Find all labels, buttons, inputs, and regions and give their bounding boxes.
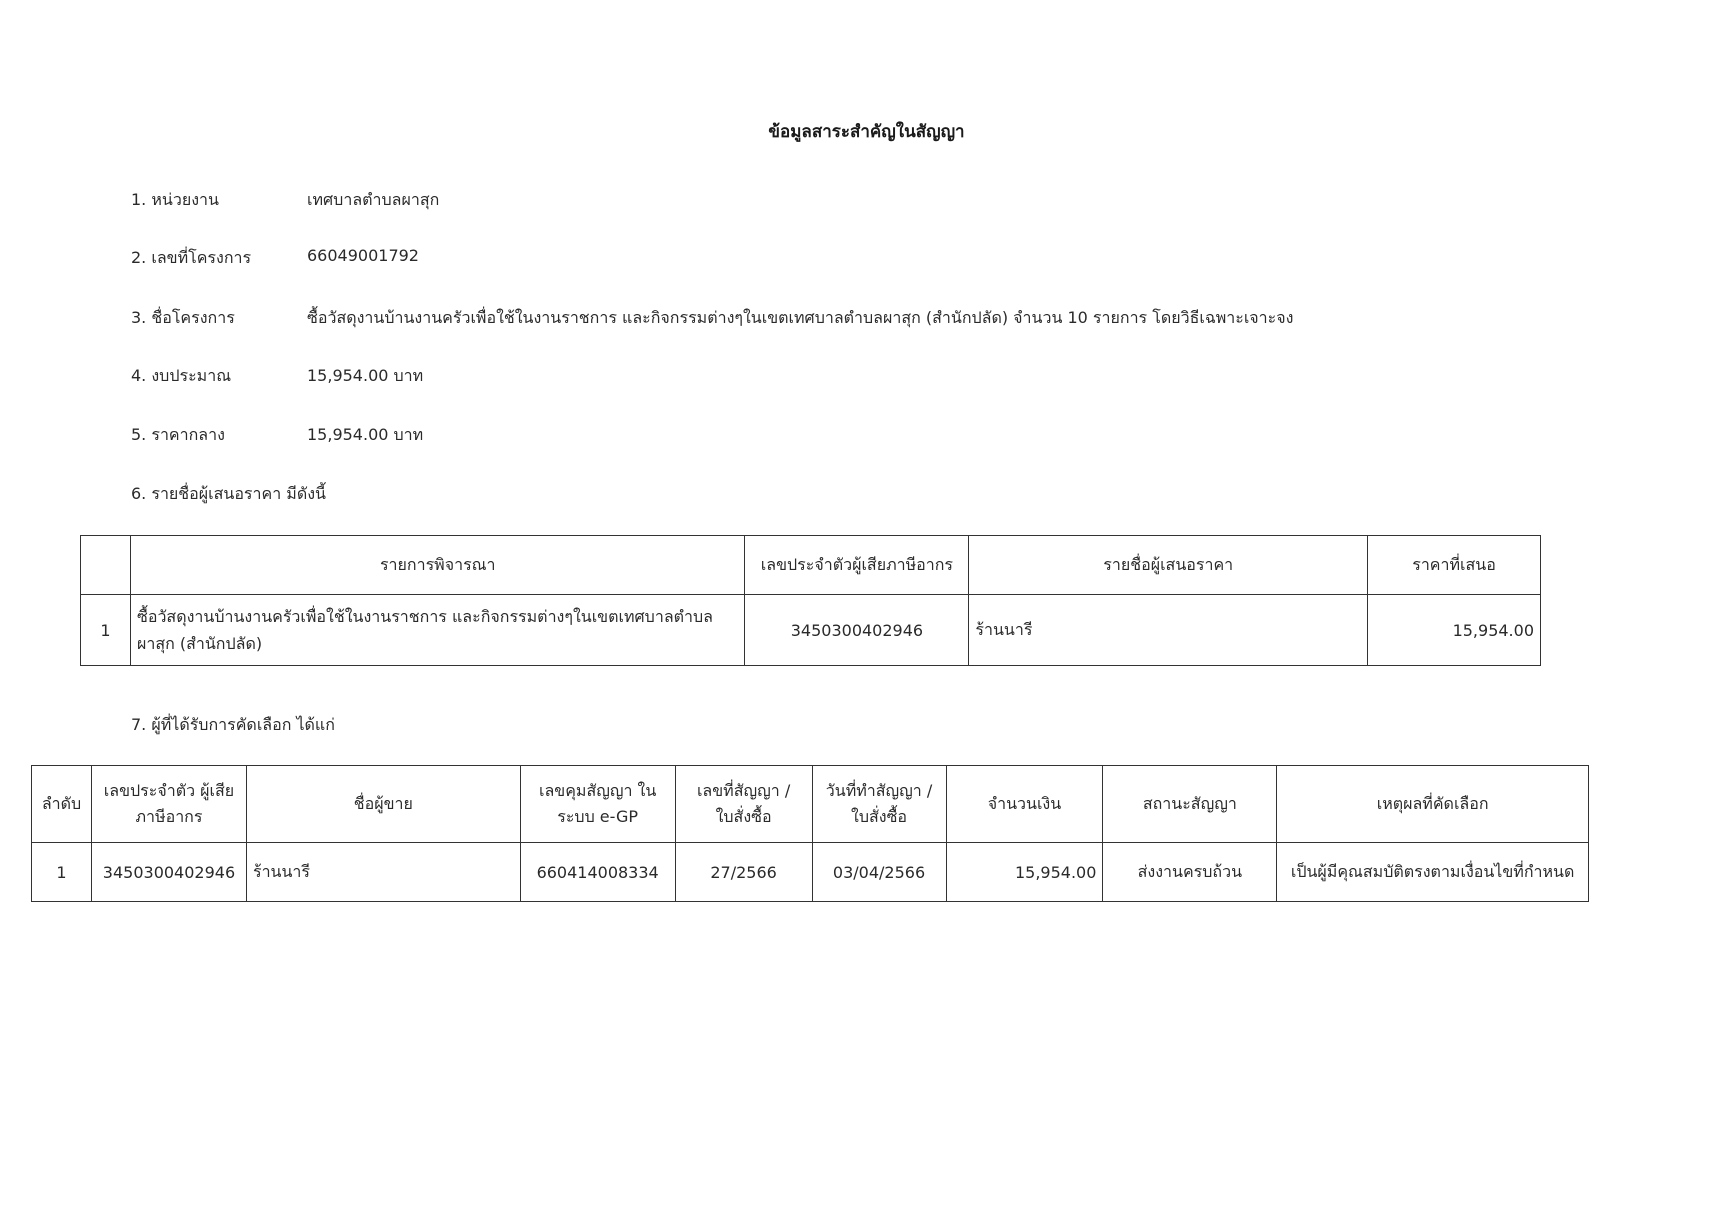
table-cell: ส่งงานครบถ้วน: [1103, 843, 1277, 902]
field-label: 3. ชื่อโครงการ: [131, 308, 235, 327]
table-cell: 3450300402946: [91, 843, 246, 902]
field-label: 5. ราคากลาง: [131, 425, 225, 444]
table-header: วันที่ทำสัญญา / ใบสั่งซื้อ: [812, 766, 946, 843]
bidders-heading: 6. รายชื่อผู้เสนอราคา มีดังนี้: [131, 484, 326, 503]
bidders-table: [80, 535, 1541, 666]
field-value: 66049001792: [307, 246, 419, 265]
table-cell: 1: [32, 843, 92, 902]
table-header: เลขประจำตัว ผู้เสียภาษีอากร: [91, 766, 246, 843]
table-cell: 15,954.00: [1368, 595, 1541, 666]
table-header: เลขคุมสัญญา ในระบบ e-GP: [520, 766, 675, 843]
table-cell: ร้านนารี: [246, 843, 520, 902]
table-header: จำนวนเงิน: [946, 766, 1103, 843]
table-header-row: [81, 536, 1541, 595]
table-header: เหตุผลที่คัดเลือก: [1277, 766, 1589, 843]
table-cell: 15,954.00: [946, 843, 1103, 902]
table-row: [81, 595, 1541, 666]
table-header: ลำดับ: [32, 766, 92, 843]
table-cell: ร้านนารี: [969, 595, 1368, 666]
field-value: 15,954.00 บาท: [307, 366, 424, 385]
table-header: [81, 536, 131, 595]
field-label: 1. หน่วยงาน: [131, 190, 219, 209]
table-header: ราคาที่เสนอ: [1368, 536, 1541, 595]
selected-heading: 7. ผู้ที่ได้รับการคัดเลือก ได้แก่: [131, 715, 335, 734]
table-cell: 27/2566: [675, 843, 812, 902]
field-value: ซื้อวัสดุงานบ้านงานครัวเพื่อใช้ในงานราชการ และกิจกรรมต่างๆในเขตเทศบาลตำบลผาสุก (สำนักปลัด) จำนวน 10 รายการ โดยวิธีเฉพาะเจาะจง: [307, 308, 1294, 327]
table-header: เลขที่สัญญา / ใบสั่งซื้อ: [675, 766, 812, 843]
table-row: [32, 843, 1589, 902]
field-label: 4. งบประมาณ: [131, 366, 232, 385]
table-cell: 03/04/2566: [812, 843, 946, 902]
table-cell: 1: [81, 595, 131, 666]
table-header-row: [32, 766, 1589, 843]
selected-table: [31, 765, 1589, 902]
table-cell: 3450300402946: [745, 595, 969, 666]
table-header: ชื่อผู้ขาย: [246, 766, 520, 843]
table-header: รายชื่อผู้เสนอราคา: [969, 536, 1368, 595]
field-value: 15,954.00 บาท: [307, 425, 424, 444]
document-title: ข้อมูลสาระสำคัญในสัญญา: [768, 122, 965, 142]
table-cell: ซื้อวัสดุงานบ้านงานครัวเพื่อใช้ในงานราชการ และกิจกรรมต่างๆในเขตเทศบาลตำบลผาสุก (สำนักปลัด): [130, 595, 744, 666]
field-value: เทศบาลตำบลผาสุก: [307, 190, 440, 209]
table-cell: เป็นผู้มีคุณสมบัติตรงตามเงื่อนไขที่กำหนด: [1277, 843, 1589, 902]
table-header: รายการพิจารณา: [130, 536, 744, 595]
field-label: 2. เลขที่โครงการ: [131, 248, 252, 267]
table-header: เลขประจำตัวผู้เสียภาษีอากร: [745, 536, 969, 595]
table-cell: 660414008334: [520, 843, 675, 902]
table-header: สถานะสัญญา: [1103, 766, 1277, 843]
